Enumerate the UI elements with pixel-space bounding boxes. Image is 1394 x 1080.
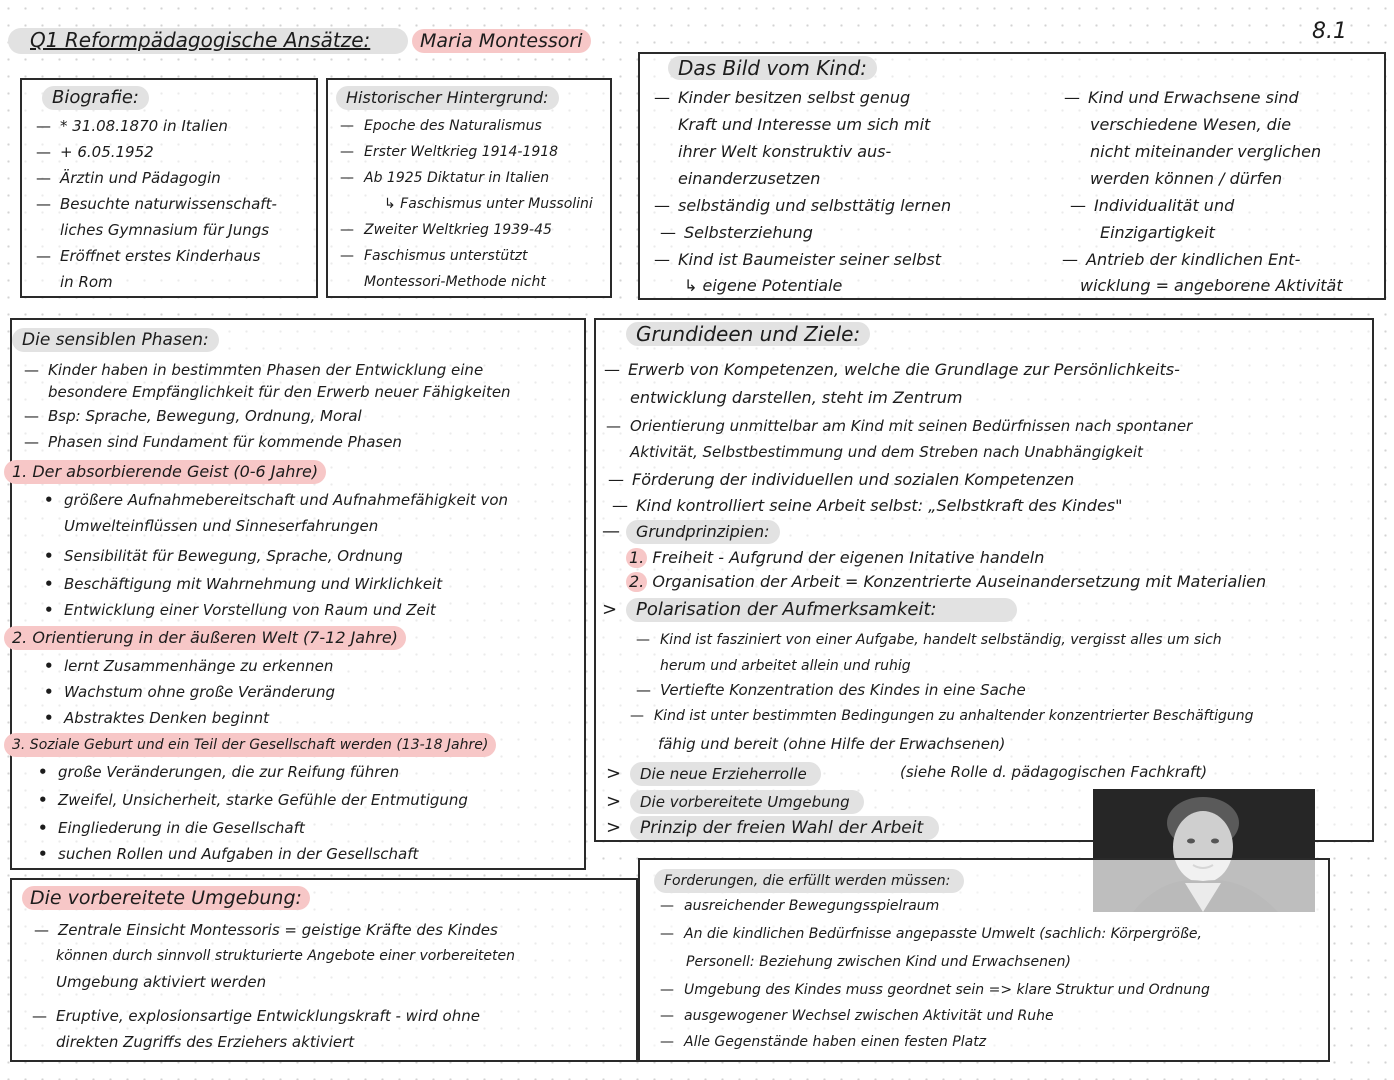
bild-kind-left-item: ihrer Welt konstruktiv aus- bbox=[678, 142, 892, 161]
historisch-item: — Faschismus unterstützt bbox=[364, 246, 528, 266]
historisch-item: Montessori-Methode nicht bbox=[364, 274, 546, 290]
grundideen-item: — Orientierung unmittelbar am Kind mit seinen Bedürfnissen nach spontaner bbox=[630, 416, 1192, 436]
phase1-item: Umwelteinflüssen und Sinneserfahrungen bbox=[64, 517, 379, 535]
historisch-item: ↳ Faschismus unter Mussolini bbox=[384, 196, 593, 212]
grundprinzipien-label-text: Grundprinzipien: bbox=[626, 520, 780, 544]
phase1-title-text: 1. Der absorbierende Geist (0-6 Jahre) bbox=[4, 460, 326, 484]
polarisation-item: — Kind ist fasziniert von einer Aufgabe, handelt selbständig, vergisst alles um sich bbox=[660, 630, 1222, 650]
prinzip1 bbox=[626, 548, 1044, 568]
biografie-item: — Ärztin und Pädagogin bbox=[60, 168, 221, 188]
phase3-item: • große Veränderungen, die zur Reifung führen bbox=[58, 762, 399, 782]
sensible-intro-item: besondere Empfänglichkeit für den Erwerb neuer Fähigkeiten bbox=[48, 383, 511, 401]
forderungen-item: — ausreichender Bewegungsspielraum bbox=[684, 896, 939, 916]
umgebung-item: Umgebung aktiviert werden bbox=[56, 973, 267, 991]
phase1-item: • Entwicklung einer Vorstellung von Raum und Zeit bbox=[64, 600, 436, 620]
biografie-title bbox=[42, 86, 149, 110]
phase2-item: • lernt Zusammenhänge zu erkennen bbox=[64, 656, 333, 676]
phase1-item: • Beschäftigung mit Wahrnehmung und Wirklichkeit bbox=[64, 574, 442, 594]
bild-kind-left-item: Kraft und Interesse um sich mit bbox=[678, 115, 931, 134]
prinzip-wahl-text: Prinzip der freien Wahl der Arbeit bbox=[630, 816, 939, 840]
historisch-item: — Ab 1925 Diktatur in Italien bbox=[364, 168, 549, 188]
forderungen-item: — Alle Gegenstände haben einen festen Platz bbox=[684, 1032, 986, 1052]
phase2-item: • Abstraktes Denken beginnt bbox=[64, 708, 269, 728]
biografie-title-text: Biografie: bbox=[42, 86, 149, 110]
phase3-item: • Zweifel, Unsicherheit, starke Gefühle der Entmutigung bbox=[58, 790, 468, 810]
historisch-item: — Erster Weltkrieg 1914-1918 bbox=[364, 142, 558, 162]
bild-kind-right-item: werden können / dürfen bbox=[1090, 169, 1283, 188]
grundideen-item: entwicklung darstellen, steht im Zentrum bbox=[630, 388, 963, 407]
rolle-note: (siehe Rolle d. pädagogischen Fachkraft) bbox=[900, 763, 1208, 781]
grundideen-title-text: Grundideen und Ziele: bbox=[626, 322, 870, 346]
umgebung-item: — Eruptive, explosionsartige Entwicklungskraft - wird ohne bbox=[56, 1006, 480, 1026]
bild-kind-left-item: — Selbsterziehung bbox=[684, 223, 813, 243]
biografie-item: — Besuchte naturwissenschaft- bbox=[60, 194, 277, 214]
phase3-title bbox=[4, 732, 496, 757]
phase3-item: • suchen Rollen und Aufgaben in der Gesellschaft bbox=[58, 844, 418, 864]
prinzip1-text: Freiheit - Aufgrund der eigenen Initative handeln bbox=[652, 548, 1045, 567]
bild-kind-title-text: Das Bild vom Kind: bbox=[668, 56, 877, 80]
bild-kind-right-item: Einzigartigkeit bbox=[1100, 223, 1215, 242]
bild-kind-right-item: — Kind und Erwachsene sind bbox=[1088, 88, 1299, 108]
page-title: Q1 Reformpädagogische Ansätze: bbox=[30, 28, 371, 52]
polarisation-item: fähig und bereit (ohne Hilfe der Erwachsenen) bbox=[658, 735, 1006, 753]
grundideen-box bbox=[594, 318, 1374, 842]
prinzip2-text: Organisation der Arbeit = Konzentrierte Auseinandersetzung mit Materialien bbox=[652, 572, 1267, 591]
polarisation-heading-text: Polarisation der Aufmerksamkeit: bbox=[626, 598, 1017, 622]
person-name bbox=[412, 28, 591, 53]
phase1-title bbox=[4, 460, 326, 484]
sensible-phasen-box bbox=[10, 318, 586, 870]
grundideen-item: — Kind kontrolliert seine Arbeit selbst: „Selbstkraft des Kindes" bbox=[636, 496, 1123, 516]
vorbereitete-umgebung-box bbox=[10, 878, 638, 1062]
grundideen-title bbox=[626, 322, 870, 348]
umgebung-item: können durch sinnvoll strukturierte Angebote einer vorbereiteten bbox=[56, 948, 515, 964]
bild-kind-right-item: — Individualität und bbox=[1094, 196, 1234, 216]
phase3-item: • Eingliederung in die Gesellschaft bbox=[58, 818, 305, 838]
historisch-title bbox=[336, 86, 559, 110]
sensible-phasen-title bbox=[12, 328, 219, 352]
prinzip2 bbox=[626, 572, 1266, 592]
forderungen-box bbox=[638, 858, 1330, 1062]
sensible-intro-item: — Bsp: Sprache, Bewegung, Ordnung, Moral bbox=[48, 406, 362, 426]
bild-kind-right-item: nicht miteinander verglichen bbox=[1090, 142, 1322, 161]
person-name-text: Maria Montessori bbox=[412, 29, 591, 53]
bild-kind-right-item: wicklung = angeborene Aktivität bbox=[1080, 276, 1343, 295]
bild-kind-right-item: verschiedene Wesen, die bbox=[1090, 115, 1292, 134]
phase2-title-text: 2. Orientierung in der äußeren Welt (7-12 Jahre) bbox=[4, 626, 406, 650]
umgebung-item: direkten Zugriffs des Erziehers aktiviert bbox=[56, 1033, 355, 1051]
sensible-intro-item: — Kinder haben in bestimmten Phasen der Entwicklung eine bbox=[48, 360, 483, 380]
bild-kind-title bbox=[668, 56, 877, 82]
umgebung-text: Die vorbereitete Umgebung bbox=[630, 790, 864, 814]
grundideen-item: — Förderung der individuellen und sozialen Kompetenzen bbox=[632, 470, 1074, 490]
umgebung-title bbox=[22, 886, 310, 911]
prinzip-wahl-item bbox=[630, 816, 939, 840]
rolle-text: Die neue Erzieherrolle bbox=[630, 762, 821, 786]
bild-kind-left-item: — Kind ist Baumeister seiner selbst bbox=[678, 250, 941, 270]
page-number: 8.1 bbox=[1312, 19, 1347, 44]
prinzip1-number: 1. bbox=[626, 548, 647, 568]
bild-kind-box bbox=[638, 52, 1386, 300]
polarisation-item: — Vertiefte Konzentration des Kindes in eine Sache bbox=[660, 680, 1026, 700]
biografie-box bbox=[20, 78, 318, 298]
forderungen-title bbox=[654, 868, 964, 893]
historisch-box bbox=[326, 78, 612, 298]
phase1-item: • größere Aufnahmebereitschaft und Aufnahmefähigkeit von bbox=[64, 490, 508, 510]
phase3-title-text: 3. Soziale Geburt und ein Teil der Gesellschaft werden (13-18 Jahre) bbox=[4, 733, 496, 757]
grundideen-item: — Erwerb von Kompetenzen, welche die Grundlage zur Persönlichkeits- bbox=[628, 360, 1180, 380]
biografie-item: — + 6.05.1952 bbox=[60, 142, 154, 162]
umgebung-item bbox=[630, 790, 864, 814]
phase2-title bbox=[4, 626, 406, 650]
historisch-title-text: Historischer Hintergrund: bbox=[336, 86, 559, 110]
prinzip2-number: 2. bbox=[626, 572, 647, 592]
biografie-item: in Rom bbox=[60, 273, 113, 291]
biografie-item: liches Gymnasium für Jungs bbox=[60, 221, 270, 239]
biografie-item: — Eröffnet erstes Kinderhaus bbox=[60, 246, 260, 266]
rolle-item bbox=[630, 762, 821, 786]
grundideen-item: Aktivität, Selbstbestimmung und dem Streben nach Unabhängigkeit bbox=[630, 443, 1143, 461]
polarisation-heading bbox=[626, 598, 1017, 622]
historisch-item: — Zweiter Weltkrieg 1939-45 bbox=[364, 220, 552, 240]
phase1-item: • Sensibilität für Bewegung, Sprache, Ordnung bbox=[64, 546, 403, 566]
biografie-item: — * 31.08.1870 in Italien bbox=[60, 116, 228, 136]
forderungen-item: — ausgewogener Wechsel zwischen Aktivität und Ruhe bbox=[684, 1006, 1054, 1026]
phase2-item: • Wachstum ohne große Veränderung bbox=[64, 682, 335, 702]
umgebung-title-text: Die vorbereitete Umgebung: bbox=[22, 886, 310, 910]
forderungen-item: Personell: Beziehung zwischen Kind und Erwachsenen) bbox=[686, 954, 1071, 970]
bild-kind-left-item: einanderzusetzen bbox=[678, 169, 821, 188]
sensible-phasen-title-text: Die sensiblen Phasen: bbox=[12, 328, 219, 352]
bild-kind-right-item: — Antrieb der kindlichen Ent- bbox=[1086, 250, 1300, 270]
forderungen-item: — Umgebung des Kindes muss geordnet sein => klare Struktur und Ordnung bbox=[684, 980, 1210, 1000]
sensible-intro-item: — Phasen sind Fundament für kommende Phasen bbox=[48, 432, 402, 452]
forderungen-title-text: Forderungen, die erfüllt werden müssen: bbox=[654, 869, 964, 893]
polarisation-item: herum und arbeitet allein und ruhig bbox=[660, 658, 911, 674]
polarisation-item: — Kind ist unter bestimmten Bedingungen zu anhaltender konzentrierter Beschäftigung bbox=[654, 706, 1253, 726]
forderungen-item: — An die kindlichen Bedürfnisse angepasste Umwelt (sachlich: Körpergröße, bbox=[684, 924, 1202, 944]
umgebung-item: — Zentrale Einsicht Montessoris = geistige Kräfte des Kindes bbox=[58, 920, 498, 940]
historisch-item: — Epoche des Naturalismus bbox=[364, 116, 542, 136]
bild-kind-left-item: ↳ eigene Potentiale bbox=[684, 276, 843, 295]
bild-kind-left-item: — selbständig und selbsttätig lernen bbox=[678, 196, 951, 216]
grundprinzipien-label bbox=[626, 520, 780, 544]
bild-kind-left-item: — Kinder besitzen selbst genug bbox=[678, 88, 910, 108]
